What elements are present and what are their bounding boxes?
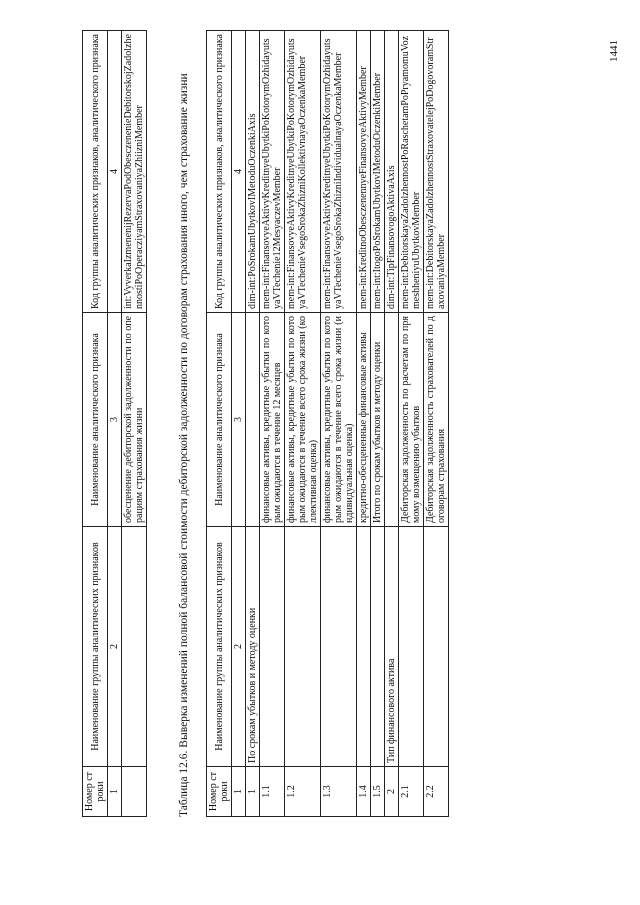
- table-row: [371, 31, 385, 817]
- feature-name: финансовые активы, кредитные убытки по которым ожидаются в течение 12 месяцев: [260, 313, 285, 527]
- row-number: 1.2: [285, 767, 321, 817]
- column-index: 2: [108, 527, 122, 767]
- column-index: 4: [232, 31, 246, 313]
- header-row-number: Номер строки: [207, 767, 232, 817]
- reconciliation-table: [206, 30, 449, 817]
- table-row: [357, 31, 371, 817]
- feature-code: mem-int:DebitorskayaZadolzhennostStraxovatelejPoDogovoramStraxovaniyaMember: [424, 31, 449, 313]
- feature-code: mem-int:FinansovyeAktivyKreditnyeUbytkiPoKotorymOzhidayutsyaVTechenieVsegoSrokaZhizniIndividualnayaOczenkaMember: [321, 31, 357, 313]
- column-index: 1: [232, 767, 246, 817]
- header-row: [83, 31, 108, 817]
- group-name: [357, 527, 371, 767]
- feature-code: mem-int:KreditnoObesczenennyeFinansovyeAktivyMember: [357, 31, 371, 313]
- group-name: [122, 527, 147, 767]
- row-number: 1: [246, 767, 260, 817]
- feature-name: кредитно-обесцененные финансовые активы: [357, 313, 371, 527]
- column-index: 3: [108, 313, 122, 527]
- table-row: [385, 31, 399, 817]
- feature-name: Дебиторская задолженность по расчетам по прямому возмещению убытков: [399, 313, 424, 527]
- group-name: [424, 527, 449, 767]
- feature-code: int:VyverkaIzmenenijRezervaPodObesczenenieDebitorskojZadolzhennostiPoOperacziyamStraxovaniyaZhiizniMember: [122, 31, 147, 313]
- table-row: [321, 31, 357, 817]
- table-row: [246, 31, 260, 817]
- feature-name: Дебиторская задолженность страхователей по договорам страхования: [424, 313, 449, 527]
- column-index-row: [232, 31, 246, 817]
- header-row: [207, 31, 232, 817]
- header-group-name: Наименование группы аналитических признаков: [207, 527, 232, 767]
- feature-code: mem-int:FinansovyeAktivyKreditnyeUbytkiPoKotorymOzhidayutsyaVTechenie12MesyaczevMember: [260, 31, 285, 313]
- header-feature-name: Наименование аналитического признака: [207, 313, 232, 527]
- feature-name: [385, 313, 399, 527]
- row-number: 2: [385, 767, 399, 817]
- group-name: [260, 527, 285, 767]
- header-row-number: Номер строки: [83, 767, 108, 817]
- header-code: Код группы аналитических признаков, аналитического признака: [207, 31, 232, 313]
- feature-name: финансовые активы, кредитные убытки по которым ожидаются в течение всего срока жизни (коллективная оценка): [285, 313, 321, 527]
- column-index: 3: [232, 313, 246, 527]
- table-row: [122, 31, 147, 817]
- feature-code: dim-int:TipFinansovogoAktivaAxis: [385, 31, 399, 313]
- group-name: [371, 527, 385, 767]
- row-number: 2.2: [424, 767, 449, 817]
- column-index-row: [108, 31, 122, 817]
- table-row: [399, 31, 424, 817]
- group-name: [321, 527, 357, 767]
- header-feature-name: Наименование аналитического признака: [83, 313, 108, 527]
- feature-name: финансовые активы, кредитные убытки по которым ожидаются в течение всего срока жизни (индивидуальная оценка): [321, 313, 357, 527]
- column-index: 4: [108, 31, 122, 313]
- feature-name: Итого по срокам убытков и методу оценки: [371, 313, 385, 527]
- row-number: 2.1: [399, 767, 424, 817]
- feature-code: dim-int:PoSrokamUbytkovIMetoduOczenkiAxis: [246, 31, 260, 313]
- continuation-table: [82, 30, 147, 817]
- row-number: 1.1: [260, 767, 285, 817]
- row-number: 1.4: [357, 767, 371, 817]
- header-group-name: Наименование группы аналитических признаков: [83, 527, 108, 767]
- feature-code: mem-int:ItogoPoSrokamUbytkovIMetoduOczenkiMember: [371, 31, 385, 313]
- table-row: [285, 31, 321, 817]
- page-number: 1441: [608, 40, 620, 62]
- table-caption: Таблица 12.6. Выверка изменений полной балансовой стоимости дебиторской задолженности по договорам страхования иного, чем страхование жизни: [178, 73, 190, 817]
- table-row: [260, 31, 285, 817]
- feature-name: [246, 313, 260, 527]
- table-row: [424, 31, 449, 817]
- group-name: Тип финансового актива: [385, 527, 399, 767]
- feature-code: mem-int:DebitorskayaZadolzhennostPoRaschetamPoPryamomuVozmeshheniyuUbytkovMember: [399, 31, 424, 313]
- header-code: Код группы аналитических признаков, аналитического признака: [83, 31, 108, 313]
- group-name: [399, 527, 424, 767]
- feature-code: mem-int:FinansovyeAktivyKreditnyeUbytkiPoKotorymOzhidayutsyaVTechenieVsegoSrokaZhizniKollektivnayaOczenkaMember: [285, 31, 321, 313]
- feature-name: обесценение дебиторской задолженности по операциям страхования жизни: [122, 313, 147, 527]
- column-index: 2: [232, 527, 246, 767]
- row-number: 1.5: [371, 767, 385, 817]
- group-name: По срокам убытков и методу оценки: [246, 527, 260, 767]
- column-index: 1: [108, 767, 122, 817]
- row-number: 1.3: [321, 767, 357, 817]
- row-number: [122, 767, 147, 817]
- group-name: [285, 527, 321, 767]
